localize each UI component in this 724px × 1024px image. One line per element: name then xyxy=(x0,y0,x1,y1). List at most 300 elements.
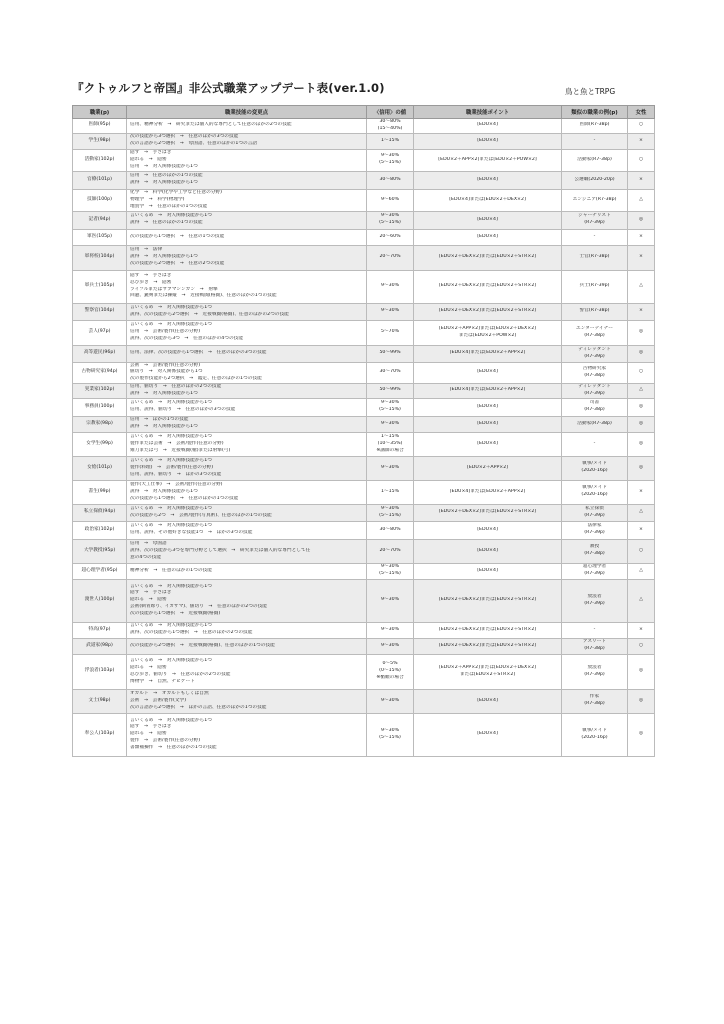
table-row xyxy=(73,689,655,713)
occupation-cell: 警察官(104p) xyxy=(73,303,127,320)
changes-cell xyxy=(127,579,367,622)
similar-cell xyxy=(562,480,628,504)
female-cell: ○ xyxy=(628,119,655,134)
header-female: 女性 xyxy=(628,106,655,119)
credit-cell-line: 50〜99% xyxy=(379,387,401,393)
changes-cell-line: 忍び歩き、値切り → 任意のほかの2つの技能 xyxy=(130,671,231,677)
points-cell xyxy=(414,229,562,245)
similar-cell-line: 活動家(R7-38p) xyxy=(577,156,612,162)
changes-cell-line: 説得 → 対人関係技能から1つ xyxy=(130,424,198,430)
female-cell: △ xyxy=(628,504,655,521)
credit-cell-line: 1〜15% xyxy=(380,137,400,143)
points-cell-line: [EDU×2＋APP×2]または[EDU×2＋DEX×2] xyxy=(438,664,537,670)
table-row xyxy=(73,654,655,689)
female-cell: △ xyxy=(628,563,655,579)
similar-cell-line: ディレッタント xyxy=(578,346,611,352)
similar-cell-line: - xyxy=(593,137,596,143)
similar-cell xyxy=(562,654,628,689)
occupation-cell: 浮浪者(103p) xyxy=(73,654,127,689)
female-cell: ○ xyxy=(628,539,655,563)
occupation-cell: 官僚(101p) xyxy=(73,171,127,189)
changes-cell-line: 製作(大工仕事) → 芸術/製作(任意の分野) xyxy=(130,481,223,487)
female-cell: × xyxy=(628,171,655,189)
changes-cell-line: 次の技能から1つ選択 → 任意の1つの技能 xyxy=(130,233,225,239)
points-cell xyxy=(414,654,562,689)
points-cell xyxy=(414,689,562,713)
similar-cell-line: 執事/メイド xyxy=(582,461,607,467)
table-row xyxy=(73,362,655,383)
changes-cell-line: 次の技能から2つ → 芸術/製作(写真術)、任意のほかの1つの技能 xyxy=(130,512,272,518)
table-row xyxy=(73,133,655,149)
credit-cell-line: 30〜80% xyxy=(379,119,401,124)
changes-cell-line: 精神分析 → 任意のほかの1つの技能 xyxy=(130,567,212,573)
changes-cell-line: 説得 → 対人関係技能から1つ xyxy=(130,180,198,186)
similar-cell xyxy=(562,229,628,245)
credit-cell-line: (5〜15%) xyxy=(379,734,401,740)
table-row xyxy=(73,456,655,480)
similar-cell xyxy=(562,362,628,383)
occupation-cell: 奉公人(103p) xyxy=(73,713,127,756)
similar-cell-line: (R7-38p) xyxy=(584,332,605,338)
credit-cell-line: 9〜30% xyxy=(380,626,400,632)
changes-cell-line: 信用 → ほかの1つの技能 xyxy=(130,417,189,423)
credit-cell-line: 9〜30% xyxy=(380,153,400,159)
similar-cell xyxy=(562,270,628,303)
changes-cell xyxy=(127,689,367,713)
points-cell-line: [EDU×4] xyxy=(477,440,498,446)
credit-cell xyxy=(367,579,414,622)
similar-cell-line: (R7-38p) xyxy=(584,372,605,378)
table-row xyxy=(73,398,655,416)
similar-cell-line: (2020-16p) xyxy=(581,468,608,474)
credit-cell-line: (5〜15%) xyxy=(379,220,401,226)
credit-cell xyxy=(367,713,414,756)
credit-cell xyxy=(367,270,414,303)
similar-cell xyxy=(562,638,628,654)
changes-cell xyxy=(127,229,367,245)
credit-cell xyxy=(367,303,414,320)
credit-cell xyxy=(367,480,414,504)
changes-cell-line: 言いくるめ → 対人関係技能から1つ xyxy=(130,505,212,511)
points-cell xyxy=(414,362,562,383)
female-cell: × xyxy=(628,229,655,245)
points-cell xyxy=(414,416,562,432)
changes-cell-line: 言いくるめ → 対人関係技能から1つ xyxy=(130,304,212,310)
changes-cell-line: 言いくるめ → 対人関係技能から1つ xyxy=(130,523,212,529)
similar-cell xyxy=(562,171,628,189)
points-cell-line: または[EDU×2＋STR×2] xyxy=(459,671,516,677)
similar-cell-line: - xyxy=(593,626,596,632)
credit-cell xyxy=(367,622,414,638)
occupation-cell: 事務員(100p) xyxy=(73,398,127,416)
similar-cell-line: ジャーナリスト xyxy=(578,213,611,219)
occupation-cell: 文士(98p) xyxy=(73,689,127,713)
similar-cell xyxy=(562,432,628,456)
points-cell xyxy=(414,245,562,270)
similar-cell-line: (R7-39p) xyxy=(584,390,605,396)
similar-cell-line: 医師(R7-38p) xyxy=(579,122,610,128)
credit-cell xyxy=(367,689,414,713)
credit-cell-line: 9〜30% xyxy=(380,727,400,733)
table-row xyxy=(73,622,655,638)
similar-cell xyxy=(562,119,628,134)
female-cell: ◎ xyxy=(628,432,655,456)
credit-cell xyxy=(367,654,414,689)
changes-cell xyxy=(127,563,367,579)
points-cell xyxy=(414,539,562,563)
changes-cell xyxy=(127,345,367,362)
changes-cell-line: 言いくるめ → 対人関係技能から1つ xyxy=(130,322,212,328)
table-row xyxy=(73,432,655,456)
female-cell: ◎ xyxy=(628,713,655,756)
female-cell: ◎ xyxy=(628,689,655,713)
credit-cell xyxy=(367,521,414,539)
similar-cell xyxy=(562,504,628,521)
similar-cell-line: 執事/メイド xyxy=(582,485,607,491)
points-cell-line: [EDU×4] xyxy=(477,697,498,703)
changes-cell xyxy=(127,504,367,521)
changes-cell-line: 意の4つの技能 xyxy=(130,554,162,560)
credit-cell-line: 30〜80% xyxy=(379,176,401,182)
credit-cell-line: 1〜15% xyxy=(380,433,400,439)
changes-cell xyxy=(127,133,367,149)
table-row xyxy=(73,245,655,270)
changes-cell-line: 回避、銃剣または操縦 → 近接戦闘(格闘)、任意のほかの1つの技能 xyxy=(130,293,277,299)
credit-cell-line: 20〜70% xyxy=(379,254,401,260)
changes-cell-line: 言いくるめ → 対人関係技能から1つ xyxy=(130,213,212,219)
header-occupation: 職業(p) xyxy=(73,106,127,119)
similar-cell-line: (R7-39p) xyxy=(584,530,605,536)
similar-cell-line: 警官(R7-38p) xyxy=(579,308,610,314)
table-row xyxy=(73,189,655,211)
credit-cell xyxy=(367,133,414,149)
changes-cell-line: 芸術 → 芸術/製作(文学) xyxy=(130,697,187,703)
credit-cell xyxy=(367,384,414,399)
credit-cell-line: 9〜30% xyxy=(380,564,400,570)
points-cell xyxy=(414,345,562,362)
credit-cell xyxy=(367,539,414,563)
table-row xyxy=(73,345,655,362)
points-cell xyxy=(414,579,562,622)
changes-cell-line: 説得、次の技能から3つ → 任意のほかの4つの技能 xyxy=(130,336,244,342)
credit-cell-line: 0〜5% xyxy=(382,661,398,667)
credit-cell-line: 30〜80% xyxy=(379,526,401,532)
changes-cell-line: 隠れる → 隠密 xyxy=(130,664,167,670)
similar-cell-line: (2020-16p) xyxy=(581,492,608,498)
table-row xyxy=(73,504,655,521)
points-cell xyxy=(414,384,562,399)
female-cell: × xyxy=(628,303,655,320)
credit-cell xyxy=(367,398,414,416)
changes-cell-line: 説得、次の技能から3つを専門分野として選択 → 研究または個人的な専門として任 xyxy=(130,547,311,553)
credit-cell-line: 9〜30% xyxy=(380,505,400,511)
similar-cell xyxy=(562,416,628,432)
similar-cell-line: 公選職(2020-20p) xyxy=(574,176,615,182)
similar-cell xyxy=(562,579,628,622)
similar-cell xyxy=(562,345,628,362)
changes-cell-line: 製作 → 芸術/製作(任意の分野) xyxy=(130,738,201,744)
changes-cell xyxy=(127,638,367,654)
changes-cell xyxy=(127,119,367,134)
changes-cell xyxy=(127,622,367,638)
female-cell: ○ xyxy=(628,638,655,654)
changes-cell-line: ライフルまたはサブマシンガン → 射撃 xyxy=(130,286,218,292)
credit-cell xyxy=(367,456,414,480)
points-cell-line: [EDU×4]または[EDU×2＋APP×2] xyxy=(449,488,526,494)
credit-cell-line: 9〜30% xyxy=(380,464,400,470)
changes-cell-line: 隠れる → 隠密 xyxy=(130,156,167,162)
similar-cell xyxy=(562,303,628,320)
header-similar: 類似の職業の例(p) xyxy=(562,106,628,119)
similar-cell xyxy=(562,521,628,539)
changes-cell-line: 隠す → 手さばき xyxy=(130,724,172,730)
credit-cell-line: 20〜60% xyxy=(379,233,401,239)
table-row xyxy=(73,171,655,189)
credit-cell-line: 20〜70% xyxy=(379,547,401,553)
points-cell-line: [EDU×4]または[EDU×2＋APP×2] xyxy=(449,387,526,393)
changes-cell-line: 信用 → 任意のほかの1つの技能 xyxy=(130,173,203,179)
credit-cell-line: 9〜30% xyxy=(380,642,400,648)
occupation-cell: 高等遊民(96p) xyxy=(73,345,127,362)
credit-cell-line: (5〜15%) xyxy=(379,160,401,166)
credit-cell-line: 9〜60% xyxy=(380,196,400,202)
points-cell-line: [EDU×4] xyxy=(477,176,498,182)
points-cell-line: [EDU×4] xyxy=(477,567,498,573)
table-row xyxy=(73,229,655,245)
similar-cell xyxy=(562,539,628,563)
table-body xyxy=(73,119,655,757)
document-author: 鳥と魚とTRPG xyxy=(565,87,616,96)
changes-cell-line: 忍び歩き → 隠密 xyxy=(130,279,172,285)
points-cell-line: [EDU×4]または[EDU×2＋APP×2] xyxy=(449,350,526,356)
changes-cell-line: 次の技能から2つ選択 → 近接戦闘(格闘)、任意のほかの1つの技能 xyxy=(130,642,275,648)
occupation-cell: 軍兵士(105p) xyxy=(73,270,127,303)
changes-cell-line: 隠れる → 隠密 xyxy=(130,597,167,603)
header-changes: 職業技能の変更点 xyxy=(127,106,367,119)
points-cell xyxy=(414,303,562,320)
changes-cell-line: 薙刀または弓 → 近接戦闘(槍)または射撃(弓) xyxy=(130,447,231,453)
female-cell: △ xyxy=(628,384,655,399)
credit-cell xyxy=(367,245,414,270)
occupation-cell: 記者(94p) xyxy=(73,211,127,229)
changes-cell-line: 化学 → 科学(化学や工学など任意の分野) xyxy=(130,189,222,195)
changes-cell xyxy=(127,416,367,432)
points-cell xyxy=(414,171,562,189)
female-cell: ◎ xyxy=(628,456,655,480)
female-cell: ◎ xyxy=(628,398,655,416)
changes-cell-line: 隠す → 手さばき xyxy=(130,273,172,278)
changes-cell-line: 書類補操作 → 任意のほかの1つの技能 xyxy=(130,744,217,750)
changes-cell xyxy=(127,303,367,320)
occupation-cell: 女学生(99p) xyxy=(73,432,127,456)
changes-cell xyxy=(127,320,367,345)
similar-cell xyxy=(562,689,628,713)
credit-cell-line: ※楯順の場合 xyxy=(376,675,404,681)
changes-cell-line: 言いくるめ → 対人関係技能から1つ xyxy=(130,583,212,589)
similar-cell xyxy=(562,622,628,638)
occupation-cell: 実業家(102p) xyxy=(73,384,127,399)
table-header-row xyxy=(73,106,655,119)
points-cell-line: [EDU×4] xyxy=(477,403,498,409)
changes-cell-line: 博物学 → 自然、ナビゲート xyxy=(130,678,195,684)
table-row xyxy=(73,384,655,399)
occupation-cell: 学生(98p) xyxy=(73,133,127,149)
points-cell-line: [EDU×4] xyxy=(477,526,498,532)
female-cell: ◎ xyxy=(628,654,655,689)
changes-cell-line: 芸術(刺青彫り、イカサマ)、値切り → 任意のほかの2つの技能 xyxy=(130,604,267,610)
similar-cell-line: (R7-39p) xyxy=(584,220,605,226)
occupation-cell: 技師(100p) xyxy=(73,189,127,211)
points-cell xyxy=(414,149,562,171)
female-cell: ◎ xyxy=(628,320,655,345)
occupation-cell: 書生(99p) xyxy=(73,480,127,504)
similar-cell-line: 執事/メイド xyxy=(582,727,607,733)
points-cell xyxy=(414,398,562,416)
occupation-cell: 医師(95p) xyxy=(73,119,127,134)
female-cell: ○ xyxy=(628,149,655,171)
table-row xyxy=(73,303,655,320)
header-credit: 〈信用〉の値 xyxy=(367,106,414,119)
changes-cell-line: 信用、精神分析 → 研究または個人的な専門として任意のほかの2つの技能 xyxy=(130,122,292,128)
changes-cell xyxy=(127,480,367,504)
credit-cell xyxy=(367,119,414,134)
similar-cell-line: (R7-38p) xyxy=(584,646,605,652)
changes-cell xyxy=(127,149,367,171)
changes-cell-line: 説得 → 任意のほかの1つの技能 xyxy=(130,220,203,226)
changes-cell xyxy=(127,654,367,689)
table-row xyxy=(73,416,655,432)
table-row xyxy=(73,713,655,756)
female-cell: ◎ xyxy=(628,211,655,229)
table-row xyxy=(73,563,655,579)
occupation-cell: 政治家(102p) xyxy=(73,521,127,539)
similar-cell-line: 活動家(R7-38p) xyxy=(577,420,612,426)
similar-cell xyxy=(562,320,628,345)
similar-cell-line: 古物研究家 xyxy=(582,366,607,372)
similar-cell-line: 放浪者 xyxy=(587,664,602,670)
similar-cell xyxy=(562,384,628,399)
female-cell: △ xyxy=(628,270,655,303)
similar-cell-line: - xyxy=(593,233,596,239)
changes-cell xyxy=(127,432,367,456)
points-cell xyxy=(414,456,562,480)
credit-cell-line: 30〜70% xyxy=(379,369,401,375)
points-cell-line: [EDU×2＋APP×2] xyxy=(466,464,509,470)
similar-cell-line: (R7-38p) xyxy=(584,551,605,557)
credit-cell-line: 9〜30% xyxy=(380,697,400,703)
credit-cell xyxy=(367,432,414,456)
female-cell: × xyxy=(628,521,655,539)
changes-cell-line: 隠す → 手さばき xyxy=(130,149,172,155)
similar-cell-line: 教授 xyxy=(589,544,600,550)
changes-cell-line: 信用、法律、次の技能から1つ選択 → 任意のほかの3つの技能 xyxy=(130,350,267,356)
points-cell xyxy=(414,563,562,579)
similar-cell xyxy=(562,149,628,171)
female-cell: × xyxy=(628,622,655,638)
female-cell: × xyxy=(628,245,655,270)
changes-cell-line: 信用、説得、値切り → 任意のほかの3つの技能 xyxy=(130,407,236,413)
similar-cell xyxy=(562,713,628,756)
similar-cell xyxy=(562,189,628,211)
female-cell: △ xyxy=(628,579,655,622)
points-cell-line: [EDU×2＋APP×2]または[EDU×2＋POW×2] xyxy=(438,156,537,162)
points-cell xyxy=(414,211,562,229)
changes-cell-line: 言いくるめ → 対人関係技能から1つ xyxy=(130,400,212,406)
female-cell: ◎ xyxy=(628,416,655,432)
points-cell xyxy=(414,189,562,211)
changes-cell-line: 説得、次の技能から2つ選択 → 近接戦闘(格闘)、任意のほかの2つの技能 xyxy=(130,311,289,317)
points-cell xyxy=(414,504,562,521)
table-row xyxy=(73,119,655,134)
points-cell-line: [EDU×4] xyxy=(477,420,498,426)
changes-cell xyxy=(127,362,367,383)
credit-cell-line: 5〜70% xyxy=(380,329,400,335)
credit-cell-line: (5〜15%) xyxy=(379,512,401,518)
document-title: 『クトゥルフと帝国』非公式職業アップデート表(ver.1.0) xyxy=(72,81,385,95)
points-cell xyxy=(414,622,562,638)
credit-cell xyxy=(367,362,414,383)
similar-cell-line: 司書 xyxy=(589,400,600,406)
changes-cell-line: 次の技能から1つ選択 → 近接戦闘(格闘) xyxy=(130,610,221,616)
points-cell xyxy=(414,320,562,345)
similar-cell xyxy=(562,398,628,416)
credit-cell-line: (15〜40%) xyxy=(377,125,403,131)
changes-cell-line: 隠す → 手さばき xyxy=(130,590,172,596)
credit-cell-line: 50〜99% xyxy=(379,350,401,356)
occupation-cell: 芸人(97p) xyxy=(73,320,127,345)
changes-cell-line: 次の技能から3つ選択 → 任意のほかの3つの技能 xyxy=(130,134,239,140)
points-cell-line: [EDU×4] xyxy=(477,233,498,239)
points-cell-line: [EDU×2＋DEX×2]または[EDU×2＋STR×2] xyxy=(438,254,537,260)
points-cell-line: [EDU×2＋DEX×2]または[EDU×2＋STR×2] xyxy=(438,626,537,632)
similar-cell-line: (2020-16p) xyxy=(581,734,608,740)
similar-cell xyxy=(562,456,628,480)
similar-cell-line: (R7-39p) xyxy=(584,671,605,677)
occupation-cell: 私立探偵(94p) xyxy=(73,504,127,521)
changes-cell-line: 地質学 → 任意のほかの1つの技能 xyxy=(130,203,208,209)
table-row xyxy=(73,270,655,303)
credit-cell-line: (5〜15%) xyxy=(379,571,401,577)
changes-cell xyxy=(127,211,367,229)
similar-cell-line: (R7-39p) xyxy=(584,512,605,518)
points-cell xyxy=(414,432,562,456)
changes-cell-line: 製作(料理) → 芸術/製作(任意の分野) xyxy=(130,464,214,470)
changes-cell xyxy=(127,713,367,756)
credit-cell xyxy=(367,638,414,654)
changes-cell-line: 説得 → 対人関係技能から1つ xyxy=(130,488,198,494)
similar-cell-line: (R7-39p) xyxy=(584,571,605,577)
credit-cell-line: 9〜30% xyxy=(380,308,400,314)
changes-cell-line: 信用、値切り → 任意のほかの2つの技能 xyxy=(130,384,222,390)
points-cell-line: [EDU×4] xyxy=(477,547,498,553)
changes-cell-line: 物理学 → 科学(物理学) xyxy=(130,196,185,202)
points-cell-line: [EDU×4] xyxy=(477,122,498,128)
changes-cell-line: 信用 → 法律 xyxy=(130,247,163,253)
credit-cell-line: 9〜30% xyxy=(380,420,400,426)
changes-cell-line: 説得、次の技能から1つ選択 → 任意のほかの2つの技能 xyxy=(130,630,253,636)
changes-cell-line: 言いくるめ → 対人関係技能から1つ xyxy=(130,457,212,463)
points-cell xyxy=(414,270,562,303)
credit-cell xyxy=(367,563,414,579)
similar-cell-line: 作家 xyxy=(589,694,600,700)
points-cell xyxy=(414,713,562,756)
changes-cell-line: 次の技能から2つ選択 → 任意の2つの技能 xyxy=(130,261,225,267)
occupation-cell: 大学教授(95p) xyxy=(73,539,127,563)
changes-cell-line: 説得 → 対人関係技能から1つ xyxy=(130,390,198,396)
similar-cell-line: - xyxy=(593,440,596,446)
female-cell: × xyxy=(628,480,655,504)
points-cell-line: [EDU×4] xyxy=(477,216,498,222)
